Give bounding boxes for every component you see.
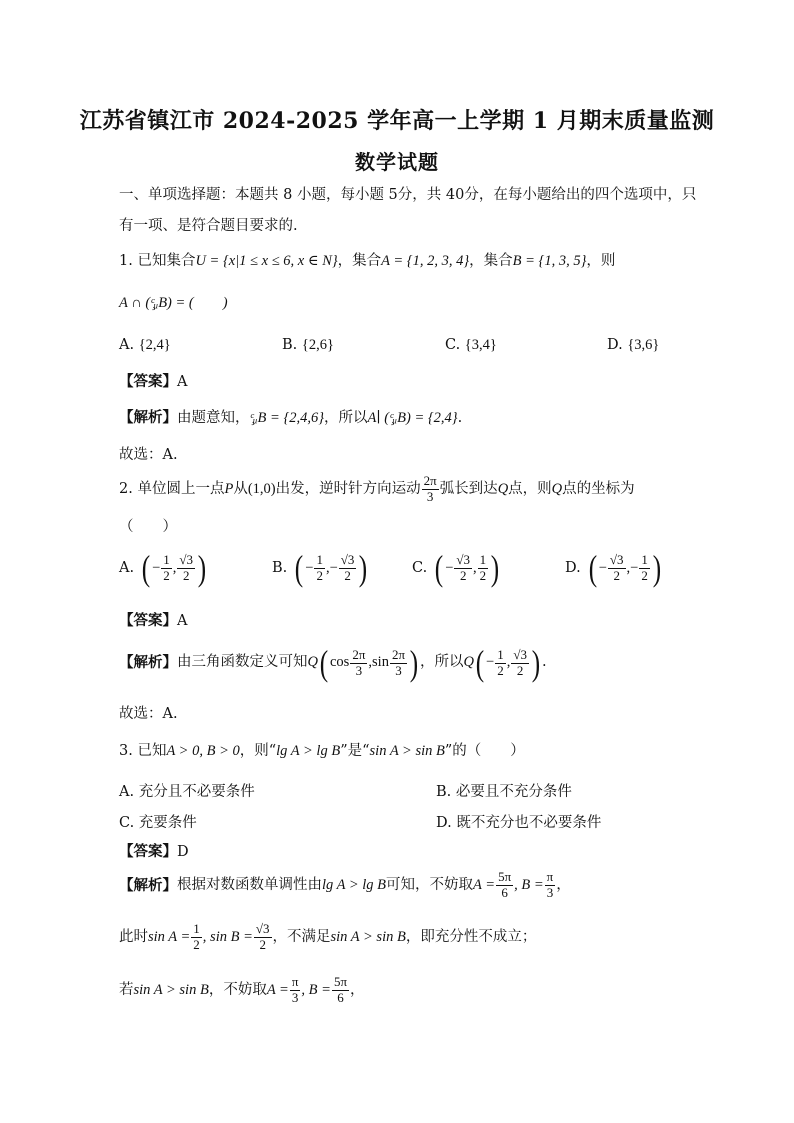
fraction-numerator: π [546, 869, 554, 884]
fraction-denominator: 2 [516, 662, 524, 678]
analysis-text: 此时 [119, 928, 148, 945]
q3-text: ”的（ ） [444, 743, 525, 759]
analysis-text: 由三角函数定义可知 [177, 654, 308, 671]
option-value: {2,6} [301, 337, 334, 353]
cos-label: cos [329, 654, 350, 671]
analysis-text: ，即充分性不成立； [405, 928, 537, 945]
q3-text: ，则“ [239, 743, 277, 759]
fraction-denominator: 3 [546, 884, 554, 900]
fraction-numerator: 1 [163, 551, 170, 567]
q2-text: 单位圆上一点 [137, 480, 225, 497]
q3-text: 已知 [137, 743, 167, 759]
fraction-denominator: 6 [337, 989, 344, 1005]
option-value: {3,4} [464, 337, 497, 353]
fraction-numerator: 2π [423, 473, 437, 488]
q1-set-b: B = {1, 3, 5} [512, 253, 587, 269]
answer-value: D [177, 844, 189, 860]
y-fraction [177, 553, 195, 584]
q1-option-c[interactable] [445, 337, 497, 354]
section-heading-line2: 有一项、是符合题目要求的. [119, 218, 298, 234]
right-paren: ) [359, 548, 368, 588]
q3-answer [119, 843, 189, 861]
b2-fraction [332, 975, 349, 1006]
angle-fraction [350, 648, 367, 679]
q3-condition: A > 0, B > 0 [166, 743, 240, 759]
q1-stem-a: 已知集合 [137, 253, 196, 269]
y-sign: − [329, 559, 338, 576]
left-paren: ( [588, 548, 597, 588]
q1-option-b[interactable] [282, 337, 334, 354]
answer-tag: 【答案】 [119, 612, 177, 629]
y-fraction [639, 553, 650, 584]
q2-stem [119, 474, 635, 505]
q2-option-a[interactable] [119, 550, 208, 586]
x-sign: − [305, 559, 314, 576]
document-title: 江苏省镇江市 2024-2025 学年高一上学期 1 月期末质量监测 [79, 108, 715, 134]
option-label: A. [119, 560, 135, 576]
left-paren: ( [141, 548, 151, 588]
x-fraction [454, 553, 472, 584]
q2-text: 点的坐标为 [562, 480, 635, 497]
x-sign: − [445, 559, 454, 576]
answer-tag: 【答案】 [119, 843, 177, 860]
right-paren: ) [531, 643, 541, 683]
answer-tag: 【答案】 [119, 373, 177, 390]
fraction-denominator: 3 [355, 662, 363, 678]
fraction-numerator: 5π [333, 974, 348, 989]
q3-number: 3. [119, 743, 133, 759]
q2-options [119, 550, 679, 598]
option-text: 必要且不充分条件 [455, 784, 572, 800]
fraction-denominator: 2 [193, 936, 200, 952]
analysis-text: ，所以 [420, 654, 464, 671]
analysis-text: ，不满足 [272, 928, 331, 945]
option-label: D. [565, 560, 581, 576]
analysis-expr: , B = [514, 876, 544, 893]
fraction-numerator: √3 [179, 551, 194, 567]
answer-value: A [177, 374, 188, 390]
analysis-tag: 【解析】 [119, 409, 177, 426]
fraction-numerator: 1 [479, 551, 487, 567]
fraction-numerator: √3 [609, 551, 624, 567]
q1-option-d[interactable] [607, 337, 659, 354]
analysis-expr: sin A > sin B [330, 928, 406, 945]
a2-fraction [290, 975, 301, 1006]
q2-option-d[interactable] [565, 550, 663, 586]
sinb-fraction [254, 922, 272, 953]
fraction-numerator: 1 [641, 551, 648, 567]
analysis-text: ， [556, 876, 571, 893]
q2-point-q: Q [497, 480, 509, 497]
q1-set-a: A = {1, 2, 3, 4} [381, 253, 470, 269]
section-heading-line1: 一、单项选择题：本题共 8 小题，每小题 5分，共 40分，在每小题给出的四个选项中，只 [119, 187, 697, 203]
q3-stem [119, 743, 525, 760]
sin-label: sin [372, 654, 389, 671]
option-label: B. [282, 337, 298, 353]
left-paren: ( [434, 548, 444, 588]
x-fraction [161, 553, 172, 584]
q2-start-point: (1,0) [247, 480, 276, 497]
option-label: C. [445, 337, 461, 353]
fraction-denominator: 2 [182, 567, 190, 583]
q2-option-c[interactable] [412, 550, 501, 586]
comma: , [325, 559, 330, 576]
analysis-text: 若 [119, 981, 134, 998]
q3-option-b[interactable] [436, 780, 572, 801]
fraction-denominator: 2 [344, 567, 351, 583]
x-sign: − [152, 559, 161, 576]
analysis-text: 可知，不妨取 [386, 876, 474, 893]
fraction-numerator: 1 [316, 551, 323, 567]
q1-expr: A ∩ (ᶜ̧ᵤB) = ( ) [119, 295, 228, 311]
left-paren: ( [475, 643, 485, 683]
q1-number: 1. [119, 253, 133, 269]
analysis-text: ，不妨取 [208, 981, 267, 998]
comma: , [473, 559, 477, 576]
analysis-text: 根据对数函数单调性由 [177, 876, 322, 893]
fraction-numerator: 1 [497, 646, 504, 662]
fraction-numerator: √3 [340, 551, 355, 567]
analysis-text: ，所以 [324, 410, 368, 426]
option-label: A. [119, 784, 135, 800]
y-fraction [339, 553, 357, 584]
option-text: 充要条件 [138, 815, 197, 831]
fraction-denominator: 3 [395, 662, 402, 678]
q2-text: 出发，逆时针方向运动 [275, 480, 421, 497]
fraction-numerator: 2π [391, 646, 406, 662]
option-label: C. [412, 560, 428, 576]
q3-lg-expr: lg A > lg B [276, 743, 341, 759]
q2-point-p: P [224, 480, 234, 497]
q2-number: 2. [119, 480, 133, 497]
q2-point-q: Q [463, 654, 475, 671]
q2-text: 从 [233, 480, 248, 497]
analysis-text: 由题意知， [177, 410, 250, 426]
analysis-expr: sin A > sin B [133, 981, 209, 998]
option-label: D. [607, 337, 623, 353]
option-value: {2,4} [138, 337, 171, 353]
analysis-expr: A∣ (ᶜ̧ᵤB) = {2,4} [367, 410, 458, 426]
fraction-denominator: 3 [426, 488, 434, 504]
fraction-denominator: 2 [459, 567, 467, 583]
fraction-denominator: 2 [316, 567, 323, 583]
analysis-expr: A = [266, 981, 289, 998]
q1-stem-b: ，集合 [337, 253, 382, 269]
analysis-expr: , sin B = [202, 928, 253, 945]
angle-fraction [390, 648, 407, 679]
option-value: {3,6} [627, 337, 660, 353]
q2-point-q: Q [307, 654, 318, 671]
q2-paren: （ ） [119, 519, 177, 535]
right-paren: ) [197, 548, 207, 588]
answer-value: A [177, 613, 188, 629]
analysis-expr: sin A = [148, 928, 191, 945]
q2-arc-fraction [422, 474, 439, 505]
x-fraction [608, 553, 626, 584]
q1-answer [119, 373, 187, 391]
q3-sin-expr: sin A > sin B [369, 743, 445, 759]
result-y-fraction [511, 648, 529, 679]
q3-analysis-line2 [119, 922, 536, 953]
fraction-denominator: 3 [291, 989, 299, 1005]
q2-text: 弧长到达 [439, 480, 498, 497]
fraction-denominator: 2 [479, 567, 487, 583]
right-paren: ) [409, 643, 419, 683]
period: . [541, 654, 547, 671]
q3-option-d[interactable] [436, 811, 601, 832]
comma: , [626, 559, 631, 576]
y-sign: − [630, 559, 639, 576]
q2-conclusion: 故选：A. [119, 706, 178, 722]
option-text: 既不充分也不必要条件 [456, 815, 602, 831]
comma: , [172, 559, 177, 576]
sina-fraction [191, 922, 202, 953]
right-paren: ) [652, 548, 662, 588]
q2-answer [119, 612, 187, 630]
q1-stem-d: ，则 [586, 253, 616, 269]
q3-option-a[interactable] [119, 780, 255, 801]
q1-set-u: U = {x|1 ≤ x ≤ 6, x ∈ N} [195, 253, 338, 269]
fraction-numerator: 1 [193, 921, 200, 936]
q3-text: ”是“ [340, 743, 370, 759]
b-fraction [545, 870, 556, 901]
q2-point-q: Q [551, 480, 563, 497]
fraction-numerator: √3 [513, 646, 527, 662]
q3-analysis-line3 [119, 975, 365, 1006]
q3-analysis-line1 [119, 870, 571, 901]
x-fraction [314, 553, 325, 584]
fraction-numerator: √3 [456, 551, 471, 567]
q1-stem-c: ，集合 [469, 253, 513, 269]
comma: , [506, 654, 511, 671]
q2-text: 点，则 [508, 480, 552, 497]
option-label: B. [272, 560, 288, 576]
q2-analysis [119, 645, 547, 681]
left-paren: ( [319, 643, 329, 683]
document-subtitle: 数学试题 [355, 150, 439, 174]
right-paren: ) [490, 548, 500, 588]
q1-option-a[interactable] [119, 337, 171, 354]
fraction-denominator: 6 [501, 884, 508, 900]
fraction-numerator: √3 [255, 921, 270, 936]
y-fraction [478, 553, 489, 584]
option-label: D. [436, 815, 452, 831]
option-label: A. [119, 337, 135, 353]
minus-sign: − [486, 654, 495, 671]
fraction-denominator: 2 [641, 567, 648, 583]
q1-analysis [119, 409, 462, 427]
a-fraction [496, 870, 513, 901]
analysis-expr: A = [473, 876, 496, 893]
comma: , [368, 654, 373, 671]
left-paren: ( [295, 548, 304, 588]
analysis-text: ， [350, 981, 365, 998]
fraction-denominator: 2 [259, 936, 266, 952]
analysis-text: . [457, 410, 463, 426]
option-text: 充分且不必要条件 [138, 784, 255, 800]
analysis-expr: , B = [301, 981, 331, 998]
q3-option-c[interactable] [119, 811, 197, 832]
q1-conclusion: 故选：A. [119, 447, 178, 463]
analysis-tag: 【解析】 [119, 876, 177, 894]
q2-option-b[interactable] [272, 550, 369, 586]
q1-stem [119, 253, 615, 270]
fraction-denominator: 2 [163, 567, 170, 583]
fraction-numerator: 5π [498, 869, 512, 884]
option-label: B. [436, 784, 452, 800]
x-sign: − [598, 559, 607, 576]
option-label: C. [119, 815, 135, 831]
analysis-expr: lg A > lg B [322, 876, 387, 893]
fraction-numerator: 2π [352, 646, 366, 662]
analysis-tag: 【解析】 [119, 654, 177, 672]
result-x-fraction [495, 648, 506, 679]
fraction-numerator: π [291, 974, 299, 989]
fraction-denominator: 2 [613, 567, 620, 583]
analysis-expr: ᶜ̧ᵤB = {2,4,6} [249, 410, 325, 426]
fraction-denominator: 2 [497, 662, 504, 678]
